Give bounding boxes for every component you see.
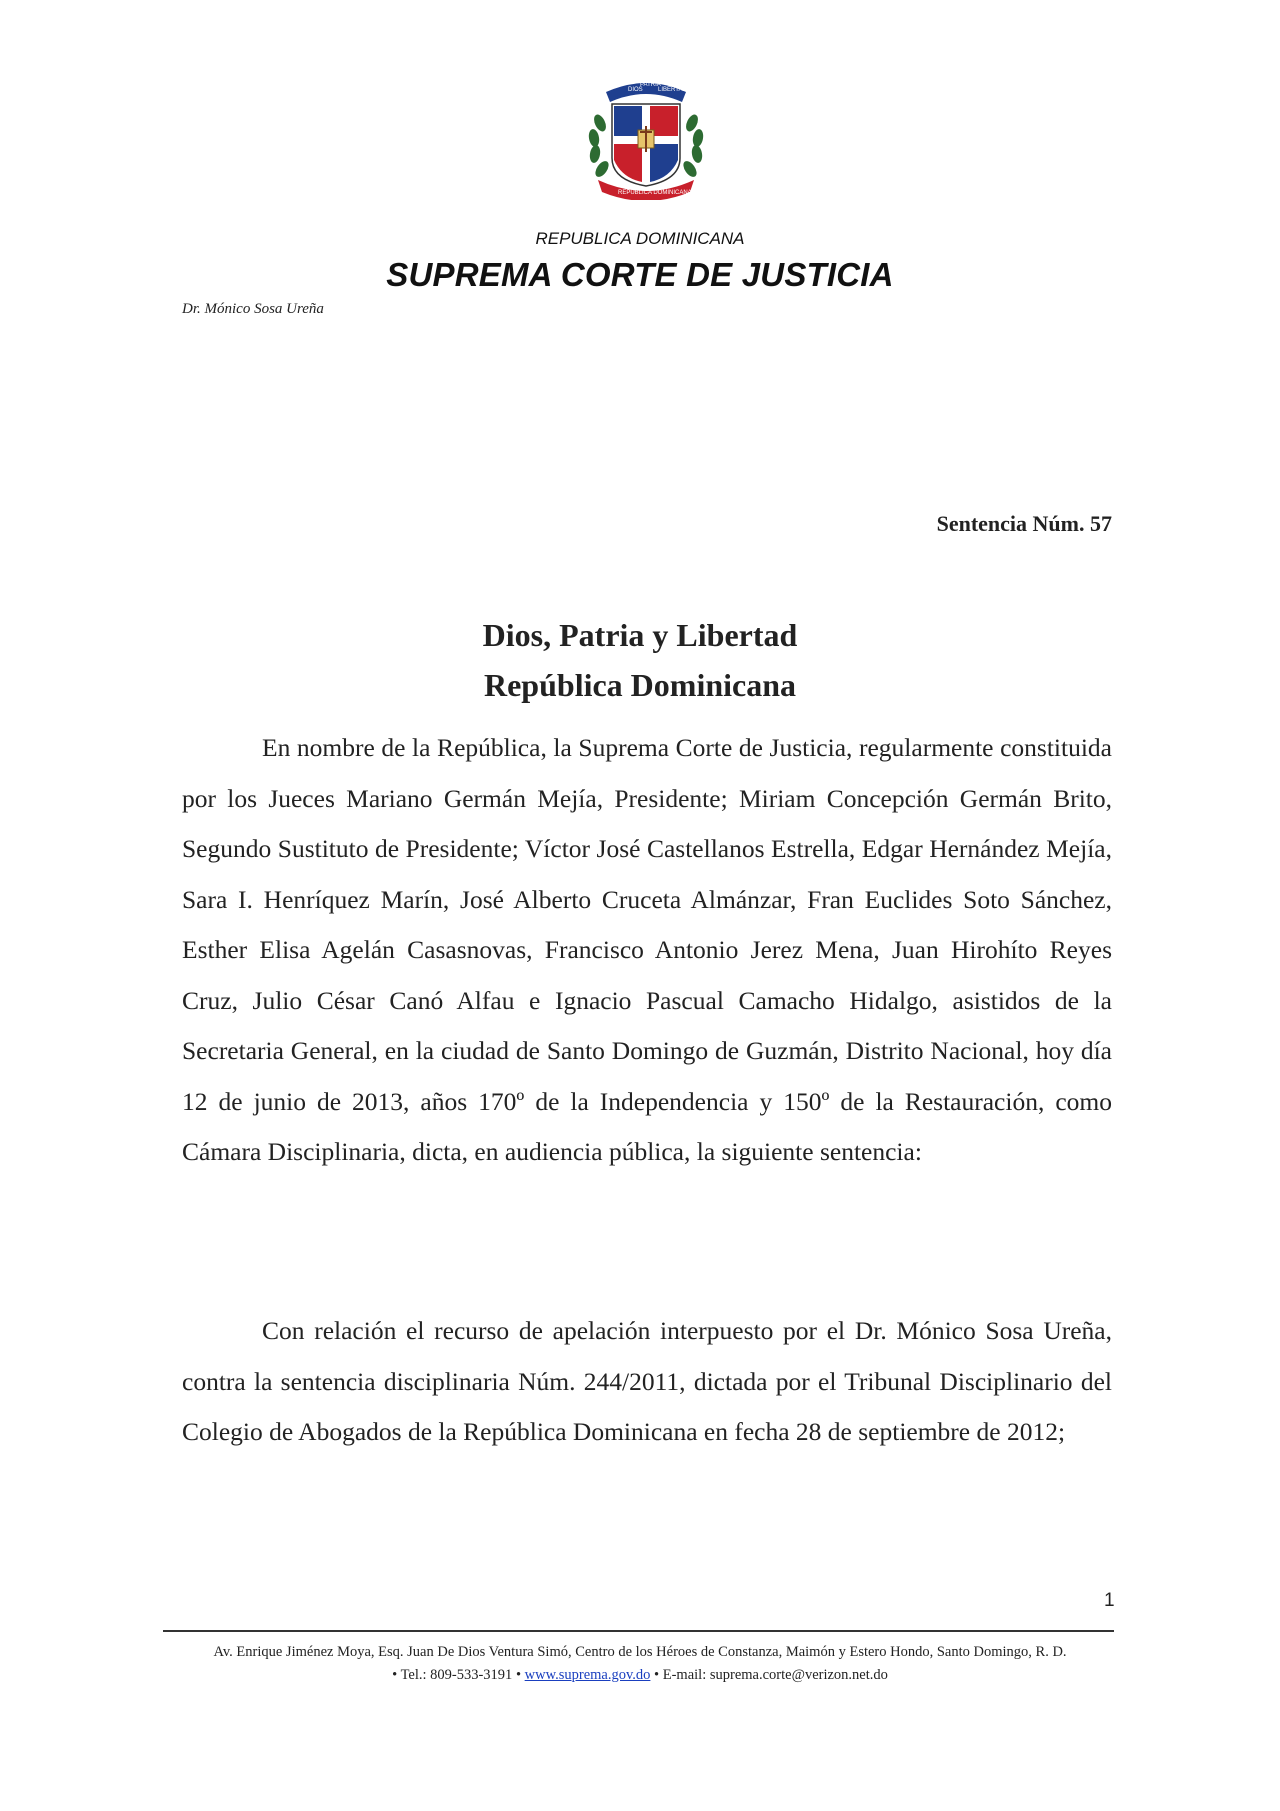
footer-address: Av. Enrique Jiménez Moya, Esq. Juan De Dios Ventura Simó, Centro de los Héroes de Constanza, Maimón y Estero Hondo, Santo Domingo, R. D. <box>213 1644 1067 1660</box>
bullet-icon: • <box>392 1667 398 1683</box>
footer-divider <box>163 1630 1114 1632</box>
bullet-icon: • <box>654 1667 660 1683</box>
paragraph-2 <box>182 1306 1112 1458</box>
footer-email: E-mail: suprema.corte@verizon.net.do <box>662 1667 888 1683</box>
header-court-name: SUPREMA CORTE DE JUSTICIA <box>386 256 894 293</box>
paragraph-text: Con relación el recurso de apelación interpuesto por el Dr. Mónico Sosa Ureña, contra la sentencia disciplinaria Núm. 244/2011, dictada por el Tribunal Disciplinario del Colegio de Abogados de la República Dominicana en fecha 28 de septiembre de 2012; <box>182 1316 1112 1446</box>
header-country: REPUBLICA DOMINICANA <box>535 229 745 248</box>
page-number: 1 <box>1104 1590 1115 1611</box>
paragraph-text: En nombre de la República, la Suprema Corte de Justicia, regularmente constituida por los Jueces Mariano Germán Mejía, Presidente; Miriam Concepción Germán Brito, Segundo Sustituto de Presidente; Víctor José Castellanos Estrella, Edgar Hernández Mejía, Sara I. Henríquez Marín, José Alberto Cruceta Almánzar, Fran Euclides Soto Sánchez, Esther Elisa Agelán Casasnovas, Francisco Antonio Jerez Mena, Juan Hirohíto Reyes Cruz, Julio César Canó Alfau e Ignacio Pascual Camacho Hidalgo, asistidos de la Secretaria General, en la ciudad de Santo Domingo de Guzmán, Distrito Nacional, hoy día 12 de junio de 2013, años 170º de la Independencia y 150º de la Restauración, como Cámara Disciplinaria, dicta, en audiencia pública, la siguiente sentencia: <box>182 733 1112 1166</box>
svg-text:REPUBLICA DOMINICANA: REPUBLICA DOMINICANA <box>618 190 692 196</box>
bullet-icon: • <box>515 1667 522 1683</box>
footer-contact <box>0 1667 1280 1684</box>
paragraph-1 <box>182 723 1112 1178</box>
website-link[interactable]: www.suprema.gov.do <box>524 1667 651 1683</box>
svg-text:LIBERTAD: LIBERTAD <box>658 87 687 93</box>
header-person-name: Dr. Mónico Sosa Ureña <box>182 301 324 317</box>
motto-line-1: Dios, Patria y Libertad <box>482 617 798 653</box>
motto-line-2: República Dominicana <box>483 667 797 703</box>
sentence-number: Sentencia Núm. 57 <box>936 511 1112 536</box>
motto-block <box>0 610 1280 710</box>
footer-tel: Tel.: 809-533-3191 <box>400 1667 513 1683</box>
svg-text:PATRIA: PATRIA <box>640 82 661 88</box>
coat-of-arms-seal-icon <box>578 68 714 200</box>
svg-text:DIOS: DIOS <box>628 87 643 93</box>
